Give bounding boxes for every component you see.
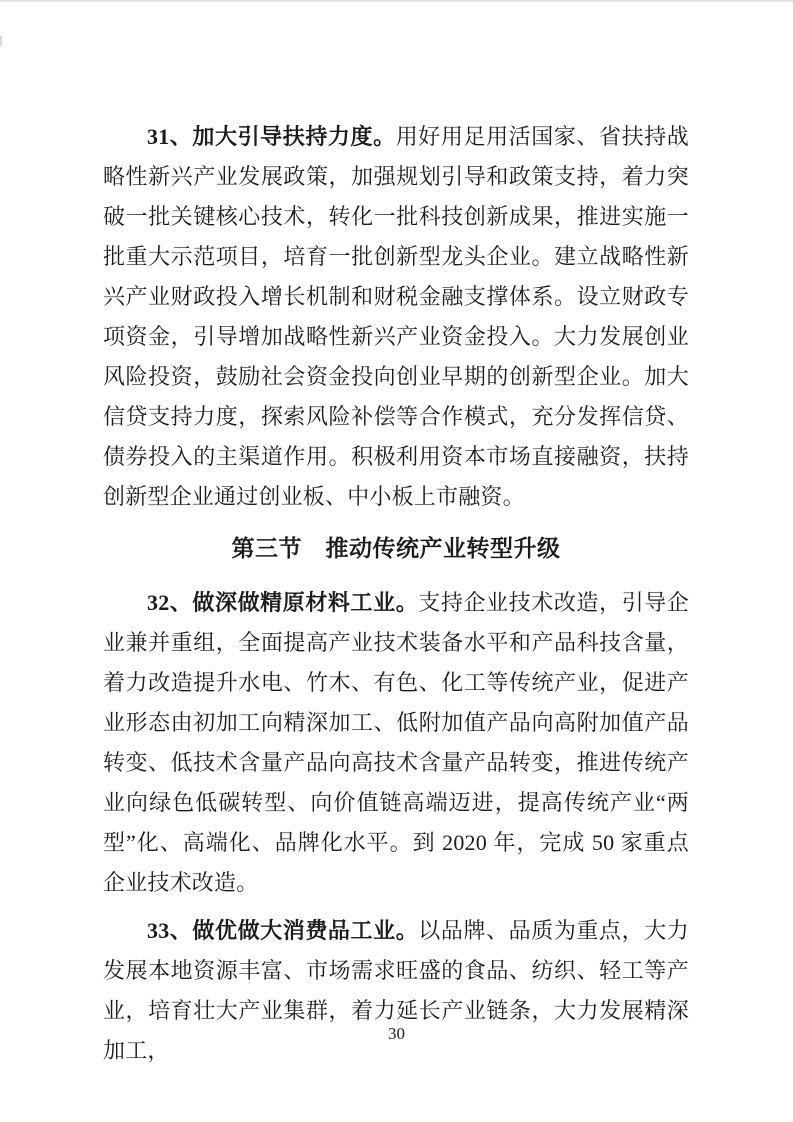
paragraph-33-lead: 33、做优做大消费品工业。 xyxy=(147,918,419,943)
paragraph-32-lead: 32、做深做精原材料工业。 xyxy=(147,590,419,615)
paragraph-item-33 xyxy=(103,911,689,1071)
page-footer xyxy=(0,1024,793,1044)
paragraph-32-text: 支持企业技术改造，引导企业兼并重组，全面提高产业技术装备水平和产品科技含量，着力改造提升水电、竹木、有色、化工等传统产业，促进产业形态由初加工向精深加工、低附加值产品向高附加值产品转变、低技术含量产品向高技术含量产品转变，推进传统产业向绿色低碳转型、向价值链高端迈进，提高传统产业“两型”化、高端化、品牌化水平。到 2020 年，完成 50 家重点企业技术改造。 xyxy=(103,590,689,895)
scan-artifact-left-edge xyxy=(0,36,2,46)
paragraph-item-32 xyxy=(103,583,689,903)
scan-artifact-top-edge xyxy=(0,0,793,2)
page-number: 30 xyxy=(388,1024,405,1043)
paragraph-31-text: 用好用足用活国家、省扶持战略性新兴产业发展政策，加强规划引导和政策支持，着力突破一批关键核心技术，转化一批科技创新成果，推进实施一批重大示范项目，培育一批创新型龙头企业。建立战略性新兴产业财政投入增长机制和财税金融支撑体系。设立财政专项资金，引导增加战略性新兴产业资金投入。大力发展创业风险投资，鼓励社会资金投向创业早期的创新型企业。加大信贷支持力度，探索风险补偿等合作模式，充分发挥信贷、债券投入的主渠道作用。积极利用资本市场直接融资，扶持创新型企业通过创业板、中小板上市融资。 xyxy=(103,124,689,509)
paragraph-33-text: 以品牌、品质为重点，大力发展本地资源丰富、市场需求旺盛的食品、纺织、轻工等产业，培育壮大产业集群，着力延长产业链条，大力发展精深加工， xyxy=(103,918,689,1063)
paragraph-31-lead: 31、加大引导扶持力度。 xyxy=(147,124,396,149)
section-heading: 第三节 推动传统产业转型升级 xyxy=(231,536,561,561)
page-body xyxy=(103,117,689,1071)
paragraph-item-31 xyxy=(103,117,689,517)
